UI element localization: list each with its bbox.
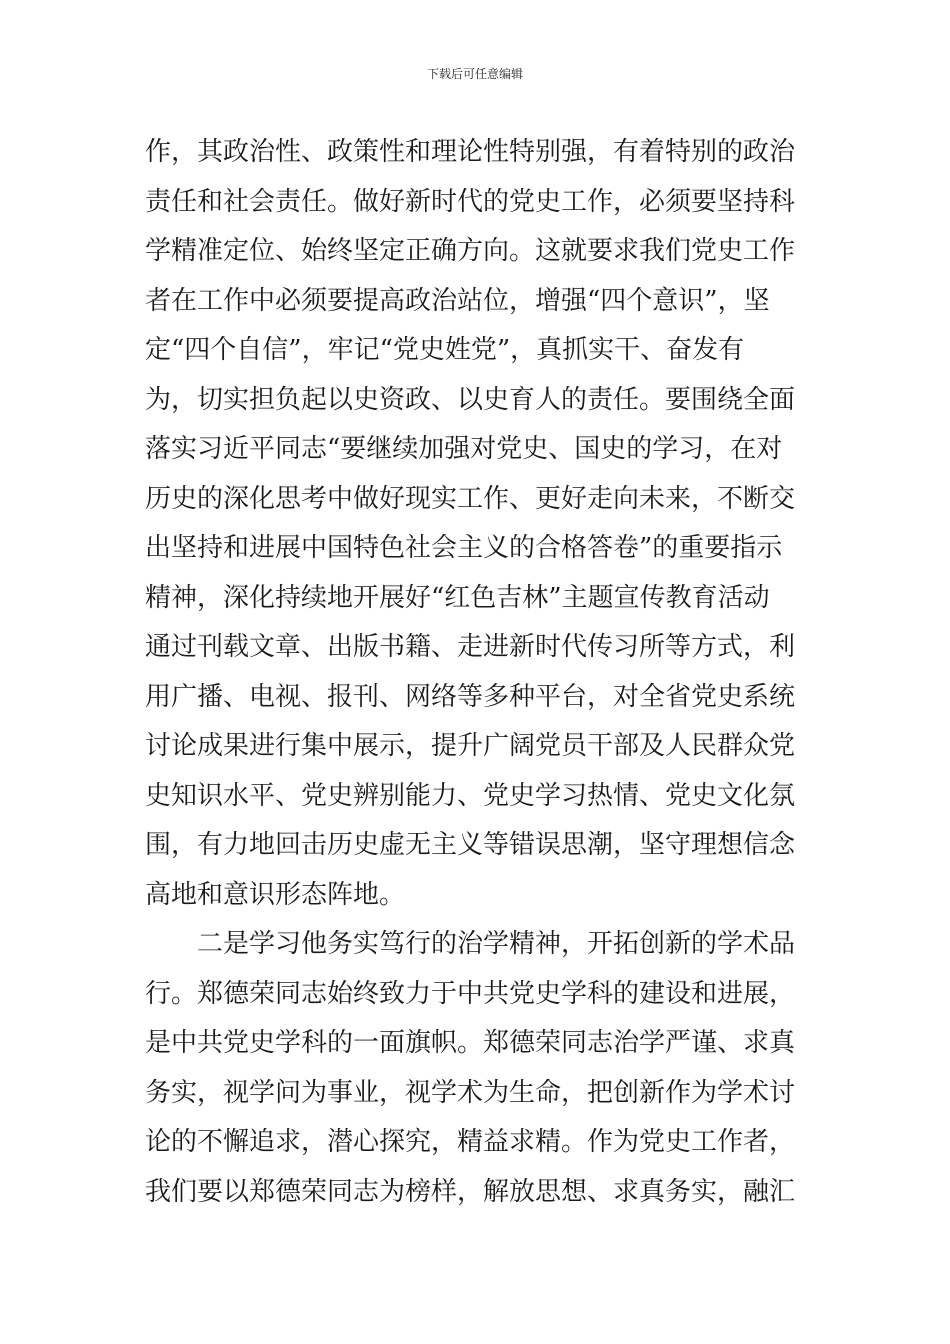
text-line: 用广播、电视、报刊、网络等多种平台，对全省党史系统 bbox=[145, 681, 796, 712]
text-line: 定“四个自信”，牢记“党史姓党”，真抓实干、奋发有 bbox=[145, 335, 745, 365]
text-line: 高地和意识形态阵地。 bbox=[145, 879, 406, 910]
text-line: 精神，深化持续地开展好“红色吉林”主题宣传教育活动 bbox=[145, 582, 770, 613]
text-line: 通过刊载文章、出版书籍、走进新时代传习所等方式，利 bbox=[145, 632, 796, 662]
text-line: 责任和社会责任。做好新时代的党史工作，必须要坚持科 bbox=[145, 186, 796, 217]
document-body bbox=[145, 128, 811, 1217]
paragraph-2 bbox=[145, 920, 811, 1217]
text-line: 历史的深化思考中做好现实工作、更好走向未来，不断交 bbox=[145, 483, 796, 514]
text-line: 二是学习他务实笃行的治学精神，开拓创新的学术品 bbox=[197, 929, 796, 959]
text-line: 我们要以郑德荣同志为榜样，解放思想、求真务实，融汇 bbox=[145, 1176, 796, 1207]
text-line: 行。郑德荣同志始终致力于中共党史学科的建设和进展， bbox=[145, 978, 796, 1009]
text-line: 史知识水平、党史辨别能力、党史学习热情、党史文化氛 bbox=[145, 780, 796, 811]
text-line: 出坚持和进展中国特色社会主义的合格答卷”的重要指示 bbox=[145, 533, 783, 563]
text-line: 论的不懈追求，潜心探究，精益求精。作为党史工作者， bbox=[145, 1127, 796, 1157]
text-line: 是中共党史学科的一面旗帜。郑德荣同志治学严谨、求真 bbox=[145, 1028, 796, 1058]
text-line: 学精准定位、始终坚定正确方向。这就要求我们党史工作 bbox=[145, 236, 796, 266]
text-line: 作，其政治性、政策性和理论性特别强，有着特别的政治 bbox=[145, 137, 796, 167]
text-line: 为，切实担负起以史资政、以史育人的责任。要围绕全面 bbox=[145, 384, 796, 415]
text-line: 围，有力地回击历史虚无主义等错误思潮，坚守理想信念 bbox=[145, 830, 796, 860]
text-line: 落实习近平同志“要继续加强对党史、国史的学习，在对 bbox=[145, 434, 783, 464]
page-header-note: 下载后可任意编辑 bbox=[426, 67, 523, 81]
text-line: 者在工作中必须要提高政治站位，增强“四个意识”，坚 bbox=[145, 285, 770, 316]
paragraph-1 bbox=[145, 128, 811, 920]
text-line: 务实，视学问为事业，视学术为生命，把创新作为学术讨 bbox=[145, 1077, 796, 1108]
text-line: 讨论成果进行集中展示，提升广阔党员干部及人民群众党 bbox=[145, 731, 796, 761]
